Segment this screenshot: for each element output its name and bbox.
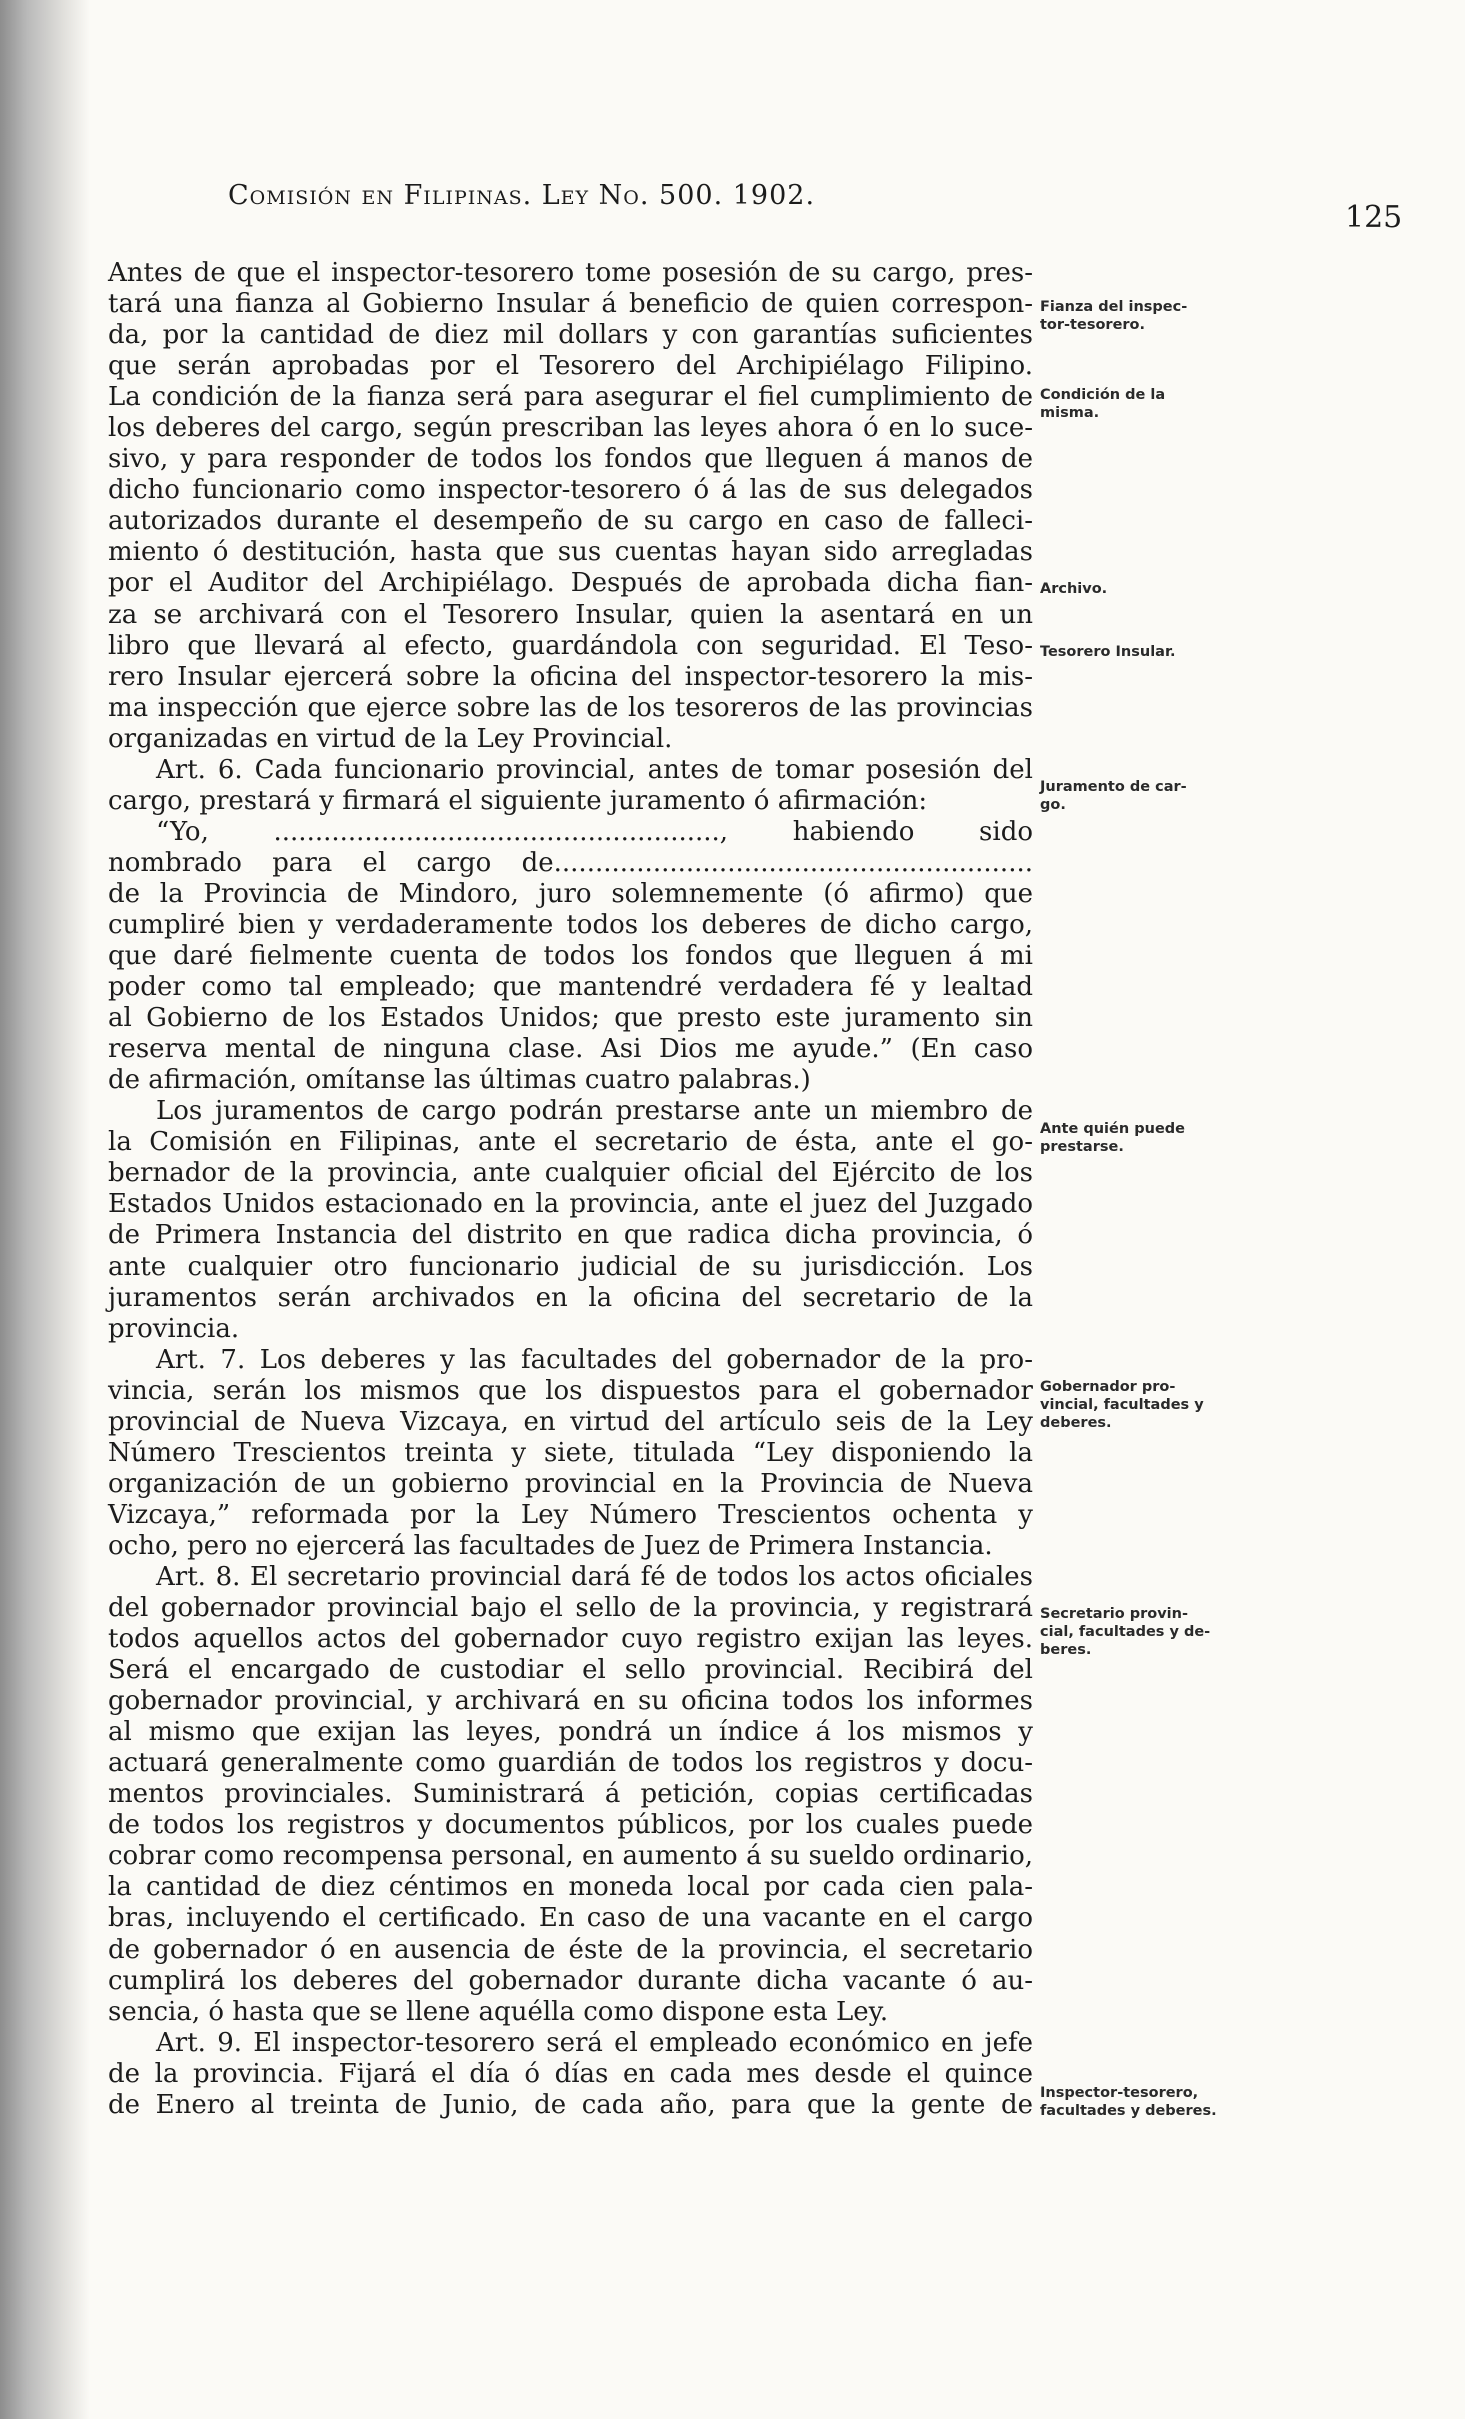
text-line: de Enero al treinta de Junio, de cada año, para que la gente de [108,2089,1033,2120]
side-note-inspector-tesorero: Inspector-tesorero, facultades y deberes. [1040,2085,1217,2119]
text-line: de la provincia. Fijará el día ó días en cada mes desde el quince [108,2058,1033,2089]
text-line: los deberes del cargo, según prescriban las leyes ahora ó en lo suce- [108,413,1033,444]
text-line: provincial de Nueva Vizcaya, en virtud del artículo seis de la Ley [108,1406,1033,1437]
text-line: provincia. [108,1313,240,1344]
text-line: mentos provinciales. Suministrará á petición, copias certificadas [108,1779,1033,1810]
text-line: todos aquellos actos del gobernador cuyo registro exijan las leyes. [108,1624,1033,1655]
side-note-juramento: Juramento de car- go. [1040,779,1187,813]
text-line: libro que llevará al efecto, guardándola con seguridad. El Teso- [108,630,1033,661]
page-number: 125 [1345,200,1403,235]
article-heading-line: Art. 8. El secretario provincial dará fé de todos los actos oficiales [156,1561,1033,1592]
text-line: del gobernador provincial bajo el sello de la provincia, y registrará [108,1593,1033,1624]
text-line: Número Trescientos treinta y siete, titulada “Ley disponiendo la [108,1437,1033,1468]
oath-line: de afirmación, omítanse las últimas cuatro palabras.) [108,1065,811,1096]
text-line: dicho funcionario como inspector-tesorero ó á las de sus delegados [108,475,1033,506]
text-line: Será el encargado de custodiar el sello provincial. Recibirá del [108,1655,1033,1686]
text-line: juramentos serán archivados en la oficina del secretario de la [108,1282,1033,1313]
text-line: por el Auditor del Archipiélago. Después de aprobada dicha fian- [108,568,1033,599]
text-line: tará una fianza al Gobierno Insular á beneficio de quien correspon- [108,289,1033,320]
oath-line: poder como tal empleado; que mantendré verdadera fé y lealtad [108,972,1033,1003]
text-line: cargo, prestará y firmará el siguiente juramento ó afirmación: [108,785,928,816]
oath-line: reserva mental de ninguna clase. Asi Dios me ayude.” (En caso [108,1034,1033,1065]
text-line: miento ó destitución, hasta que sus cuentas hayan sido arregladas [108,537,1033,568]
text-line: gobernador provincial, y archivará en su oficina todos los informes [108,1686,1033,1717]
text-line: Estados Unidos estacionado en la provincia, ante el juez del Juzgado [108,1189,1033,1220]
article-heading-line: Art. 7. Los deberes y las facultades del gobernador de la pro- [156,1344,1033,1375]
running-title: Comisión en Filipinas. Ley No. 500. 1902. [228,180,816,211]
text-line: sencia, ó hasta que se llene aquélla como dispone esta Ley. [108,1996,889,2027]
text-line: de todos los registros y documentos públicos, por los cuales puede [108,1810,1033,1841]
oath-line: que daré fielmente cuenta de todos los fondos que lleguen á mi [108,941,1033,972]
text-line: La condición de la fianza será para asegurar el fiel cumplimiento de [108,382,1033,413]
side-note-tesorero-insular: Tesorero Insular. [1040,644,1176,660]
text-line: que serán aprobadas por el Tesorero del Archipiélago Filipino. [108,351,1033,382]
text-line: sivo, y para responder de todos los fondos que lleguen á manos de [108,444,1033,475]
text-line: al mismo que exijan las leyes, pondrá un índice á los mismos y [108,1717,1033,1748]
oath-line: “Yo, ......................................................, habiendo sido [156,816,1033,847]
body-text [108,258,1033,2121]
side-note-gobernador: Gobernador pro- vincial, facultades y deberes. [1040,1379,1204,1431]
text-line: la cantidad de diez céntimos en moneda local por cada cien pala- [108,1872,1033,1903]
side-note-secretario: Secretario provin- cial, facultades y de- beres. [1040,1606,1211,1658]
side-note-condicion: Condición de la misma. [1040,387,1166,421]
text-line: bras, incluyendo el certificado. En caso de una vacante en el cargo [108,1903,1033,1934]
text-line: actuará generalmente como guardián de todos los registros y docu- [108,1748,1033,1779]
article-heading-line: Art. 6. Cada funcionario provincial, antes de tomar posesión del [156,754,1033,785]
side-note-fianza: Fianza del inspec- tor-tesorero. [1040,299,1188,333]
text-line: ante cualquier otro funcionario judicial de su jurisdicción. Los [108,1251,1033,1282]
text-line: za se archivará con el Tesorero Insular, quien la asentará en un [108,599,1033,630]
text-line: organizadas en virtud de la Ley Provincial. [108,723,673,754]
text-line: bernador de la provincia, ante cualquier oficial del Ejército de los [108,1158,1033,1189]
side-note-ante-quien: Ante quién puede prestarse. [1040,1121,1185,1155]
text-line: de gobernador ó en ausencia de éste de la provincia, el secretario [108,1934,1033,1965]
text-line: de Primera Instancia del distrito en que radica dicha provincia, ó [108,1220,1033,1251]
text-line: autorizados durante el desempeño de su cargo en caso de falleci- [108,506,1033,537]
text-line: ocho, pero no ejercerá las facultades de Juez de Primera Instancia. [108,1530,993,1561]
text-line: rero Insular ejercerá sobre la oficina del inspector-tesorero la mis- [108,661,1033,692]
article-heading-line: Art. 9. El inspector-tesorero será el empleado económico en jefe [156,2027,1033,2058]
oath-line: de la Provincia de Mindoro, juro solemnemente (ó afirmo) que [108,878,1033,909]
text-line: Vizcaya,” reformada por la Ley Número Trescientos ochenta y [108,1499,1033,1530]
page-spine-shadow [0,0,90,2419]
oath-line: cumpliré bien y verdaderamente todos los deberes de dicho cargo, [108,909,1033,940]
text-line: organización de un gobierno provincial en la Provincia de Nueva [108,1468,1033,1499]
text-line: Los juramentos de cargo podrán prestarse ante un miembro de [156,1096,1033,1127]
text-line: cobrar como recompensa personal, en aumento á su sueldo ordinario, [108,1841,1033,1872]
text-line: da, por la cantidad de diez mil dollars y con garantías suficientes [108,320,1033,351]
text-line: la Comisión en Filipinas, ante el secretario de ésta, ante el go- [108,1127,1033,1158]
text-line: Antes de que el inspector-tesorero tome posesión de su cargo, pres- [108,258,1033,288]
oath-line: al Gobierno de los Estados Unidos; que presto este juramento sin [108,1003,1033,1034]
text-line: ma inspección que ejerce sobre las de los tesoreros de las provincias [108,692,1033,723]
side-note-archivo: Archivo. [1040,581,1108,597]
text-line: cumplirá los deberes del gobernador durante dicha vacante ó au- [108,1965,1033,1996]
oath-line: nombrado para el cargo de.......................................................... [108,847,1033,878]
text-line: vincia, serán los mismos que los dispuestos para el gobernador [108,1375,1033,1406]
